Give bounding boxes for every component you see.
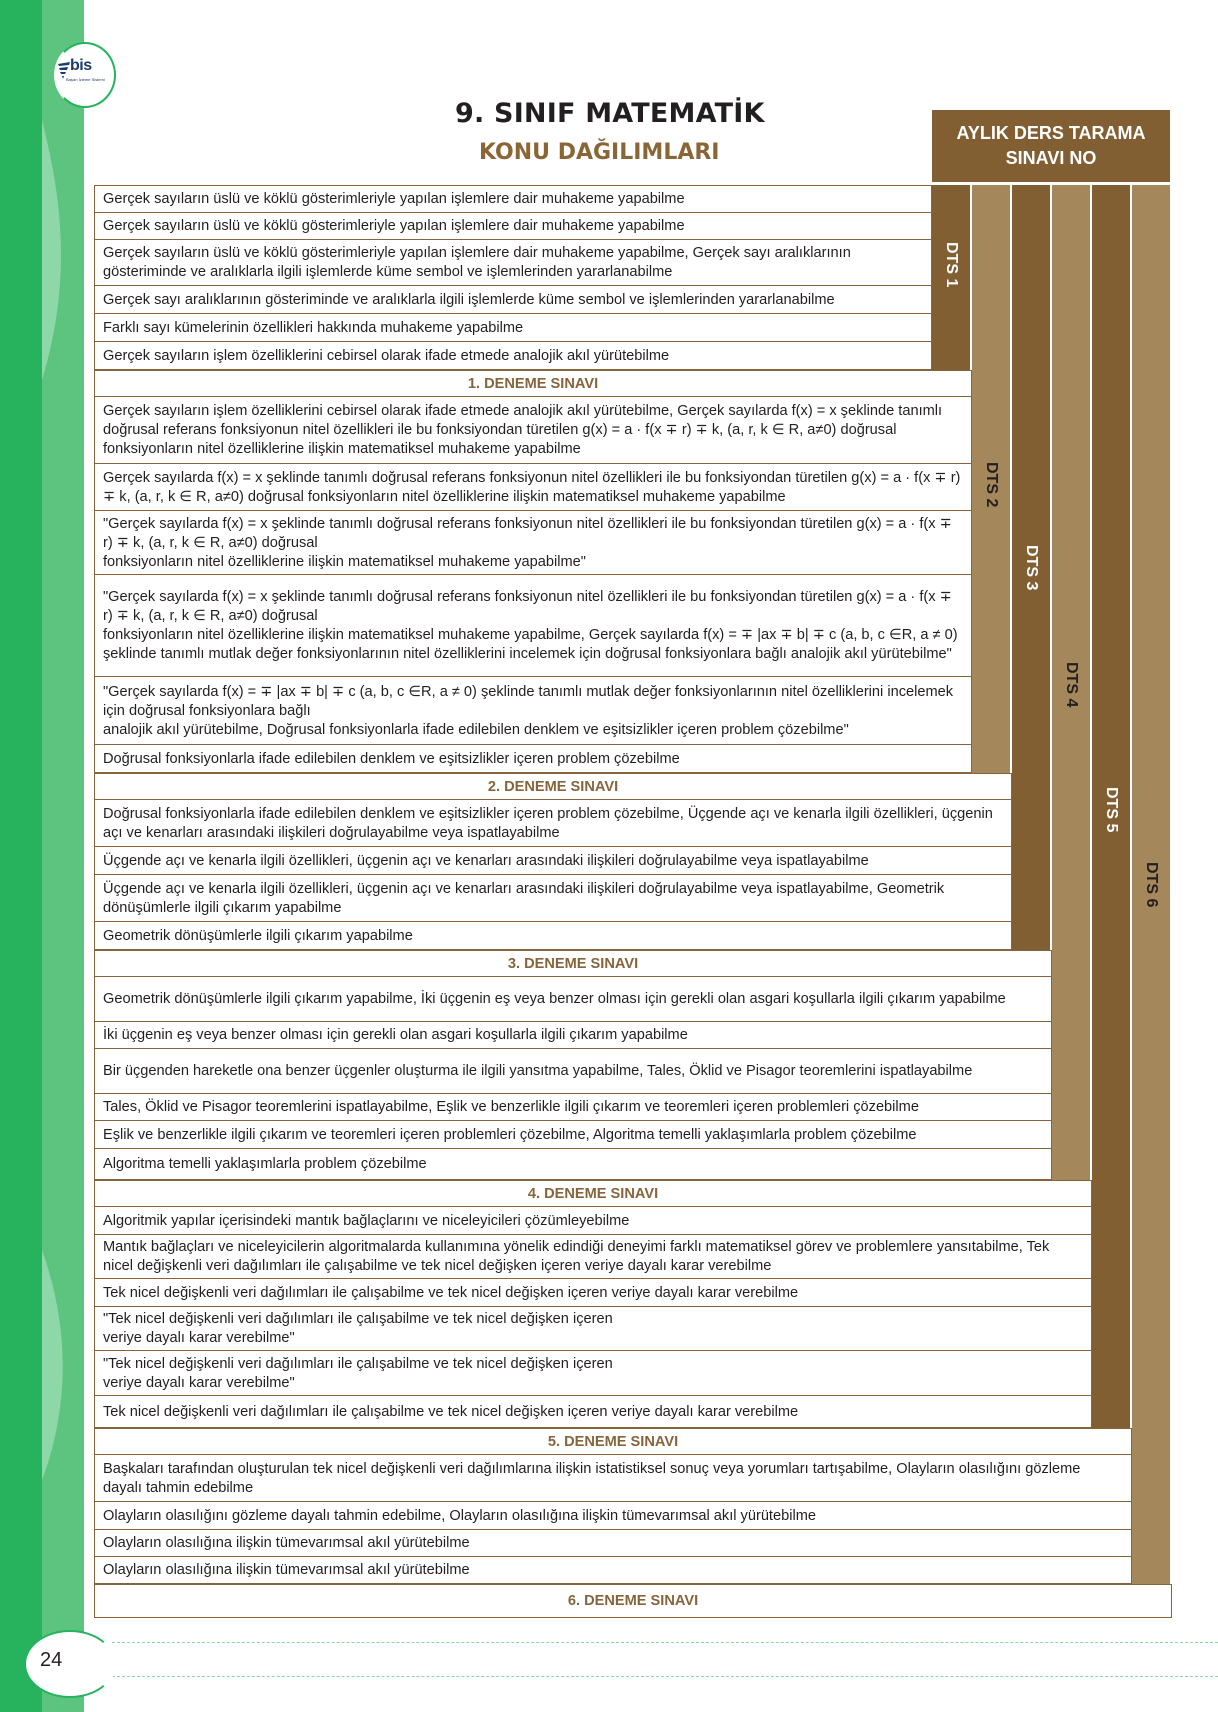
dts-column-1 [932, 185, 970, 370]
topic-text: Geometrik dönüşümlerle ilgili çıkarım yapabilme, İki üçgenin eş veya benzer olması için gerekli olan asgari koşullarla ilgili çıkarım yapabilme [103, 991, 1006, 1007]
topic-text: İki üçgenin eş veya benzer olması için gerekli olan asgari koşullarla ilgili çıkarım yapabilme [103, 1027, 688, 1043]
dts-column-5 [1092, 185, 1130, 1428]
topic-text: Eşlik ve benzerlikle ilgili çıkarım ve teoremleri içeren problemleri çözebilme, Algoritma temelli yaklaşımlarla problem çözebilme [103, 1126, 917, 1143]
exam-separator-row [94, 773, 1012, 800]
topic-row [94, 1022, 1052, 1049]
topic-row [94, 1307, 1092, 1351]
logo-subtitle: Başarı İzleme Sistemi [66, 77, 105, 82]
sidebar-stripe [0, 0, 42, 1712]
dts-column-2 [972, 185, 1010, 773]
exam-separator-row [94, 950, 1052, 977]
topic-row [94, 1502, 1132, 1530]
exam-label: 4. DENEME SINAVI [527, 1185, 659, 1202]
footer-divider [112, 1676, 1218, 1677]
topic-row [94, 342, 932, 370]
exam-separator-row [94, 1584, 1172, 1618]
topic-text: Olayların olasılığına ilişkin tümevarımsal akıl yürütebilme [103, 1535, 470, 1551]
exam-label: 3. DENEME SINAVI [507, 955, 639, 972]
topic-row [94, 1121, 1052, 1149]
page-subtitle: KONU DAĞILIMLARI [479, 140, 720, 165]
topic-text: Doğrusal fonksiyonlarla ifade edilebilen denklem ve eşitsizlikler içeren problem çözebilme [103, 750, 680, 767]
topic-row [94, 464, 972, 511]
topic-text: Gerçek sayılarda f(x) = x şeklinde tanımlı doğrusal referans fonksiyonun nitel özellikleri ile bu fonksiyondan türetilen g(x) = a · f(x ∓ r) ∓ k, (a, r, k ∈ R, a≠0) doğrusal fonksiyonların nitel özelliklerine ilişkin matematiksel muhakeme yapabilme [103, 469, 961, 505]
exam-separator-row [94, 1180, 1092, 1207]
exam-number-header-line1: AYLIK DERS TARAMA [956, 123, 1146, 143]
topic-row [94, 677, 972, 745]
topic-text: Bir üçgenden hareketle ona benzer üçgenler oluşturma ile ilgili yansıtma yapabilme, Tales, Öklid ve Pisagor teoremlerini ispatlayabilme [103, 1063, 973, 1079]
page-number-badge [24, 1630, 116, 1698]
exam-label: 1. DENEME SINAVI [467, 375, 599, 392]
topic-row [94, 286, 932, 314]
topic-text: Tek nicel değişkenli veri dağılımları ile çalışabilme ve tek nicel değişken içeren veriye dayalı karar verebilme [103, 1284, 799, 1301]
topic-row [94, 1235, 1092, 1279]
topic-row [94, 397, 972, 464]
exam-number-header-line2: SINAVI NO [1005, 148, 1097, 168]
dts-label: DTS 3 [1023, 545, 1040, 591]
topic-row [94, 240, 932, 286]
topic-row [94, 1351, 1092, 1396]
topic-text: Gerçek sayıların işlem özelliklerini cebirsel olarak ifade etmede analojik akıl yürütebilme, Gerçek sayılarda f(x) = x şeklinde tanımlı doğrusal referans fonksiyonun nitel özellikleri ile bu fonksiyondan türetilen g(x) = a · f(x ∓ r) ∓ k, (a, r, k ∈ R, a≠0) doğrusal fonksiyonların nitel özelliklerine ilişkin matematiksel muhakeme yapabilme [103, 403, 943, 457]
exam-separator-row [94, 370, 972, 397]
topic-row [94, 847, 1012, 875]
topic-text: "Gerçek sayılarda f(x) = x şeklinde tanımlı doğrusal referans fonksiyonun nitel özellikleri ile bu fonksiyondan türetilen g(x) = a · f(x ∓ r) ∓ k, (a, r, k ∈ R, a≠0) doğrusal fonksiyonların nitel özelliklerine ilişkin matematiksel muhakeme yapabilme, Gerçek sayılarda f(x) = ∓ |ax ∓ b| ∓ c (a, b, c ∈R, a ≠ 0) şeklinde tanımlı mutlak değer fonksiyonlarının nitel özelliklerini incelemek için doğrusal fonksiyonlara bağlı analojik akıl yürütebilme" [103, 589, 958, 662]
logo-text: bis [70, 57, 92, 74]
dts-label: DTS 5 [1103, 787, 1120, 833]
topic-row [94, 1530, 1132, 1557]
topic-text: Olayların olasılığına ilişkin tümevarımsal akıl yürütebilme [103, 1562, 470, 1578]
dts-label: DTS 2 [983, 462, 1000, 508]
topic-row [94, 575, 972, 677]
page-title: 9. SINIF MATEMATİK [455, 98, 765, 129]
dts-column-6 [1132, 185, 1170, 1585]
dts-label: DTS 4 [1063, 662, 1080, 708]
topic-text: Üçgende açı ve kenarla ilgili özellikleri, üçgenin açı ve kenarları arasındaki ilişkileri doğrulayabilme veya ispatlayabilme, Geometrik dönüşümlerle ilgili çıkarım yapabilme [103, 880, 945, 916]
exam-label: 5. DENEME SINAVI [547, 1433, 679, 1450]
topic-text: Geometrik dönüşümlerle ilgili çıkarım yapabilme [103, 927, 413, 944]
topic-row [94, 1455, 1132, 1502]
topic-row [94, 213, 932, 240]
topic-row [94, 185, 932, 213]
dts-column-4 [1052, 185, 1090, 1180]
topic-row [94, 1279, 1092, 1307]
topic-row [94, 511, 972, 575]
topic-row [94, 1149, 1052, 1180]
topic-text: "Tek nicel değişkenli veri dağılımları ile çalışabilme ve tek nicel değişken içeren veriye dayalı karar verebilme" [103, 1311, 613, 1346]
topic-text: Gerçek sayı aralıklarının gösteriminde ve aralıklarla ilgili işlemlerde küme sembol ve işlemlerinden yararlanabilme [103, 291, 835, 308]
topic-text: "Tek nicel değişkenli veri dağılımları ile çalışabilme ve tek nicel değişken içeren veriye dayalı karar verebilme" [103, 1355, 613, 1391]
page-number: 24 [40, 1649, 63, 1671]
topic-row [94, 1049, 1052, 1094]
exam-number-header [932, 110, 1170, 182]
topic-row [94, 875, 1012, 922]
topic-text: Gerçek sayıların işlem özelliklerini cebirsel olarak ifade etmede analojik akıl yürütebilme [103, 347, 670, 364]
dts-label: DTS 1 [943, 242, 960, 288]
topic-text: Tales, Öklid ve Pisagor teoremlerini ispatlayabilme, Eşlik ve benzerlikle ilgili çıkarım ve teoremleri içeren problemleri çözebilme [103, 1099, 919, 1115]
topic-text: Mantık bağlaçları ve niceleyicilerin algoritmalarda kullanımına yönelik edindiği deneyimi farklı matematiksel görev ve problemlere yansıtabilme, Tek nicel değişkenli veri dağılımları ile çalışabilme ve tek nicel değişken içeren veriye dayalı karar verebilme [103, 1239, 1050, 1274]
topic-text: "Gerçek sayılarda f(x) = x şeklinde tanımlı doğrusal referans fonksiyonun nitel özellikleri ile bu fonksiyondan türetilen g(x) = a · f(x ∓ r) ∓ k, (a, r, k ∈ R, a≠0) doğrusal fonksiyonların nitel özelliklerine ilişkin matematiksel muhakeme yapabilme" [103, 515, 952, 570]
topic-row [94, 922, 1012, 950]
exam-label: 6. DENEME SINAVI [567, 1593, 699, 1609]
topic-text: Üçgende açı ve kenarla ilgili özellikleri, üçgenin açı ve kenarları arasındaki ilişkileri doğrulayabilme veya ispatlayabilme [103, 852, 869, 869]
topic-row [94, 1396, 1092, 1428]
topic-text: Tek nicel değişkenli veri dağılımları ile çalışabilme ve tek nicel değişken içeren veriye dayalı karar verebilme [103, 1403, 799, 1420]
topic-row [94, 1094, 1052, 1121]
topic-row [94, 800, 1012, 847]
exam-label: 2. DENEME SINAVI [487, 778, 619, 795]
topic-row [94, 314, 932, 342]
topic-text: Gerçek sayıların üslü ve köklü gösterimleriyle yapılan işlemlere dair muhakeme yapabilme, Gerçek sayı aralıklarının gösteriminde ve aralıklarla ilgili işlemlerde küme sembol ve işlemlerinden yararlanabilme [103, 245, 851, 280]
topic-text: Gerçek sayıların üslü ve köklü gösterimleriyle yapılan işlemlere dair muhakeme yapabilme [103, 218, 685, 234]
topic-row [94, 745, 972, 773]
topic-text: Başkaları tarafından oluşturulan tek nicel değişkenli veri dağılımlarına ilişkin istatistiksel sonuç veya yorumları tartışabilme, Olayların olasılığını gözleme dayalı tahmin edebilme [103, 1460, 1081, 1496]
topic-text: Farklı sayı kümelerinin özellikleri hakkında muhakeme yapabilme [103, 319, 524, 336]
dts-column-3 [1012, 185, 1050, 950]
topic-text: Algoritma temelli yaklaşımlarla problem çözebilme [103, 1156, 427, 1172]
topic-text: "Gerçek sayılarda f(x) = ∓ |ax ∓ b| ∓ c (a, b, c ∈R, a ≠ 0) şeklinde tanımlı mutlak değer fonksiyonlarının nitel özelliklerini incelemek için doğrusal fonksiyonlara bağlı analojik akıl yürütebilme, Doğrusal fonksiyonlarla ifade edilebilen denklem ve eşitsizlikler içeren problem çözebilme" [103, 683, 954, 738]
topic-row [94, 977, 1052, 1022]
footer-divider [112, 1642, 1218, 1643]
topic-text: Gerçek sayıların üslü ve köklü gösterimleriyle yapılan işlemlere dair muhakeme yapabilme [103, 191, 685, 207]
topic-row [94, 1557, 1132, 1584]
sidebar-wave-decoration [42, 0, 84, 1712]
topic-text: Algoritmik yapılar içerisindeki mantık bağlaçlarını ve niceleyicileri çözümleyebilme [103, 1212, 630, 1229]
topic-row [94, 1207, 1092, 1235]
topic-text: Doğrusal fonksiyonlarla ifade edilebilen denklem ve eşitsizlikler içeren problem çözebilme, Üçgende açı ve kenarla ilgili özellikleri, üçgenin açı ve kenarları arasındaki ilişkileri doğrulayabilme veya ispatlayabilme [103, 805, 993, 841]
dts-label: DTS 6 [1143, 862, 1160, 908]
exam-separator-row [94, 1428, 1132, 1455]
topic-text: Olayların olasılığını gözleme dayalı tahmin edebilme, Olayların olasılığına ilişkin tümevarımsal akıl yürütebilme [103, 1507, 816, 1524]
